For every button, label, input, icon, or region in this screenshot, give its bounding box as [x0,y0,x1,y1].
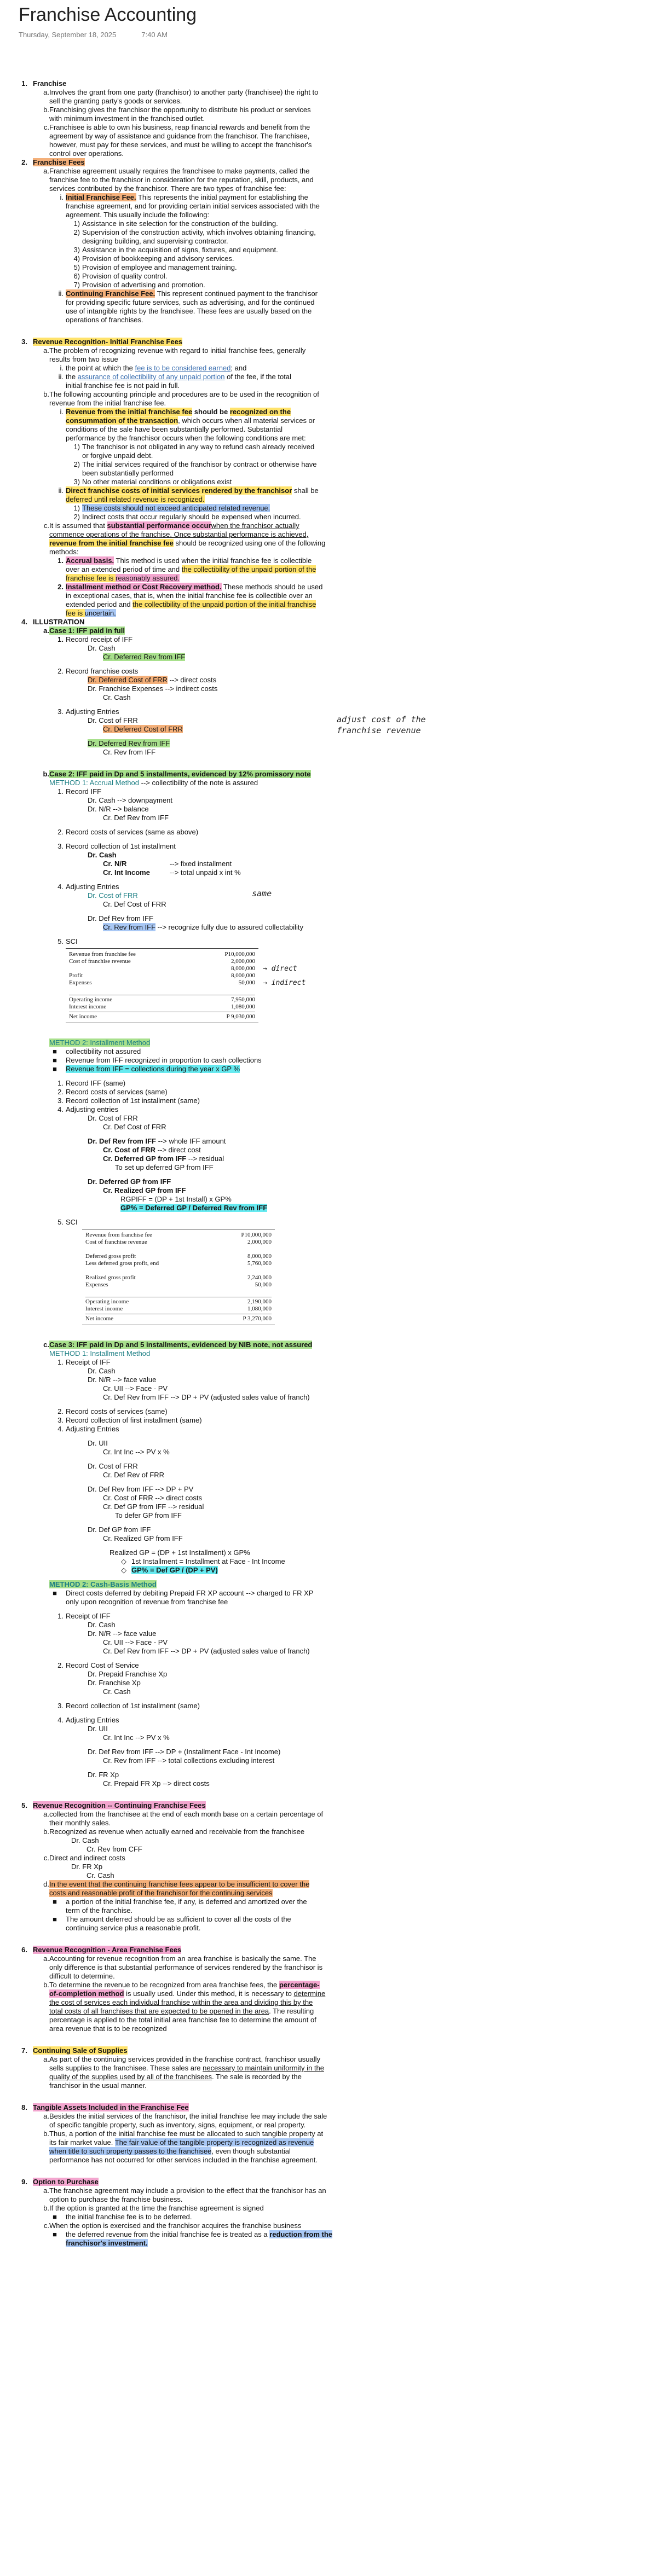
list-item: c. Franchisee is able to own his business, reap financial rewards and benefit from the [43,123,310,131]
list-item-cont: sell the granting party's goods or services. [49,97,182,105]
list-item: 5) Provision of employee and management training. [73,263,237,271]
bullet-item: ■ collectibility not assured [53,1047,141,1055]
journal-debit: Dr. Cash [88,851,117,859]
formula: GP% = Deferred GP / Deferred Rev from IFF [120,1204,268,1212]
journal-credit: Cr. Cost of FRR --> direct costs [103,1494,202,1502]
journal-debit: Dr. N/R --> face value [88,1629,157,1638]
sci-row-label: Net income [85,1315,114,1322]
list-item: 3. Record collection of first installment (same) [57,1416,202,1424]
journal-credit: Cr. Int Income --> total unpaid x int % [103,868,241,877]
list-item: b. Thus, a portion of the initial franchise fee must be allocated to such tangible property at [43,2130,324,2138]
section-4-heading: 4. ILLUSTRATION [21,618,85,626]
journal-memo: To set up deferred GP from IFF [115,1163,214,1171]
list-item: 2. Record franchise costs [57,667,139,675]
list-item: 2. Record Cost of Service [57,1661,139,1669]
handwritten-note: adjust cost of the [337,715,426,724]
list-item: 1. Accrual basis. This method is used when the initial franchise fee is collectible [57,556,312,565]
list-item: 1) The franchisor is not obligated in any way to refund cash already received [73,443,315,451]
sci-row [69,995,255,1003]
sci-row-label: Expenses [85,1281,108,1288]
sci-row [85,1239,272,1246]
list-item: a. Accounting for revenue recognition from an area franchise is basically the same. The [43,1954,316,1963]
sci-row-label: Revenue from franchise fee [69,951,136,958]
list-item: 3. Adjusting Entries [57,707,119,716]
list-item: 1. Receipt of IFF [57,1612,111,1620]
sci-row-value: P 3,270,000 [243,1315,272,1322]
sci-row [69,1012,255,1020]
list-item-cont: sells supplies to the franchisee. These sales are necessary to maintain uniformity in the [49,2064,324,2072]
journal-debit: Dr. FR Xp [71,1863,103,1871]
list-item-cont: the cost of services each individual franchise within the area and dividing this by the [49,1998,313,2006]
sci-row-label [69,987,71,994]
list-item: 3) Assistance in the acquisition of signs, fixtures, and equipment. [73,246,278,254]
sci-row-label: Operating income [69,996,113,1003]
method-heading: METHOD 1: Accrual Method --> collectibility of the note is assured [49,779,258,787]
page-time: 7:40 AM [141,31,168,39]
list-item: 2) Indirect costs that occur regularly should be expensed when incurred. [73,513,301,521]
handwritten-note: same [252,889,272,898]
sci-row-label: Cost of franchise revenue [69,958,131,965]
sci-row-label [85,1246,87,1253]
sci-row-label [85,1267,87,1274]
list-item: b. If the option is granted at the time the franchise agreement is signed [43,2204,264,2212]
bullet-item-cont: only upon recognition of revenue from franchise fee [66,1598,228,1606]
journal-memo: To defer GP from IFF [115,1511,182,1519]
journal-credit: Cr. Int Inc --> PV x % [103,1733,170,1742]
journal-credit: Cr. Cash [103,693,131,701]
bullet-item: ■ The amount deferred should be as sufficient to cover all the costs of the [53,1915,291,1923]
sci-row-label: Net income [69,1013,97,1020]
journal-credit: Cr. Rev from IFF --> total collections excluding interest [103,1756,275,1765]
journal-credit: Cr. Cost of FRR --> direct cost [103,1146,201,1154]
list-item-cont: only difference is that substantial performance of services rendered by the franchisor is [49,1963,323,1971]
sci-row [69,965,255,972]
note-content [21,79,624,2248]
list-item-cont: total costs of all franchises that are expected to be opened in the area. The resulting [49,2007,314,2015]
sci-row-value: 50,000 [255,1281,272,1288]
sci-row-value: 8,000,000 [231,972,255,979]
sci-row-label: Less deferred gross profit, end [85,1260,159,1267]
journal-debit: Dr. Def GP from IFF [88,1525,151,1534]
list-item-cont: use of intangible rights by the franchisee. These fees are usually based on the [66,307,312,315]
list-item-cont: agreement by way of assistance and guidance from the franchisor. The franchisee, [49,132,310,140]
list-item-cont: quality of the supplies used by all of the franchisees. The sale is recorded by the [49,2073,302,2081]
journal-credit: Cr. UII --> Face - PV [103,1638,168,1646]
list-item-cont: fee is uncertain. [66,609,116,617]
list-item-cont: of specific tangible property, such as inventory, signs, equipment, or real property. [49,2121,306,2129]
list-item-cont: initial franchise fee is not paid in full. [66,381,180,390]
list-item-cont: or forgive unpaid debt. [82,451,153,460]
bullet-item: ■ a portion of the initial franchise fee, if any, is deferred and amortized over the [53,1898,307,1906]
list-item-cont: control over operations. [49,149,124,158]
journal-debit: Dr. Cost of FRR [88,1462,138,1470]
list-item-cont: its fair market value. The fair value of the tangible property is recognized as revenue [49,2138,314,2146]
sci-row-label [85,1289,87,1296]
sci-row [85,1306,272,1313]
list-item-cont: designing building, and supervising contractor. [82,237,228,245]
bullet-item: ■ Revenue from IFF = collections during the year x GP % [53,1065,240,1073]
journal-debit: Dr. Prepaid Franchise Xp [88,1670,168,1678]
list-item: 2. Installment method or Cost Recovery method. These methods should be used [57,583,323,591]
list-item-cont: in exceptional cases, that is, when the initial franchise fee is collectible over an [66,591,313,600]
journal-debit: Dr. N/R --> balance [88,805,149,813]
journal-debit: Dr. FR Xp [88,1771,119,1779]
list-item: c. It is assumed that substantial performance occurwhen the franchisor actually [43,521,299,530]
bullet-item-cont: franchisor's investment. [66,2239,148,2247]
list-item-cont: franchise fee to the franchisor in consideration for the reputation, skill, products, and [49,176,314,184]
list-item: 2) Supervision of the construction activity, which involves obtaining financing, [73,228,316,236]
list-item: 4) Provision of bookkeeping and advisory services. [73,254,234,263]
list-item: d. In the event that the continuing franchise fees appear to be insufficient to cover the [43,1880,310,1888]
case-3-heading: c. Case 3: IFF paid in Dp and 5 installments, evidenced by NIB note, not assured [43,1341,313,1349]
sci-statement-2-wrap [33,1229,624,1325]
sci-row [85,1267,272,1274]
journal-debit: Dr. Cash [88,1367,116,1375]
sci-row-label: Interest income [69,1003,107,1010]
sci-row [85,1289,272,1296]
list-item: i. Initial Franchise Fee. This represents the initial payment for establishing the [60,193,308,201]
journal-debit: Dr. Franchise Expenses --> indirect costs [88,684,218,693]
list-item: 5. SCI [57,1218,78,1226]
journal-debit: Dr. Cost of FRR [88,1114,138,1122]
list-item: 1. Record IFF [57,787,102,796]
case-1-heading: a. Case 1: IFF paid in full [43,626,125,635]
list-item: a. collected from the franchisee at the end of each month base on a certain percentage of [43,1810,324,1818]
list-item-cont: franchisor in the usual manner. [49,2081,147,2090]
list-item-cont: option to purchase the franchise business. [49,2195,183,2203]
list-item-cont: consummation of the transaction, which occurs when all material services or [66,416,315,425]
list-item: 2. Record costs of services (same as above) [57,828,199,836]
sci-row-label: Cost of franchise revenue [85,1239,147,1245]
sci-row-value: P10,000,000 [224,951,255,958]
journal-debit: Dr. UII [88,1439,108,1447]
formula: RGPIFF = (DP + 1st Install) x GP% [120,1195,232,1203]
sci-row [69,987,255,994]
bullet-item: ◇ GP% = Def GP / (DP + PV) [121,1566,218,1574]
list-item-cont: over an extended period of time and the collectibility of the unpaid portion of the [66,565,316,573]
list-item-cont: operations of franchises. [66,316,143,324]
list-item: b. Franchising gives the franchisor the opportunity to distribute his product or services [43,106,311,114]
list-item: 1. Receipt of IFF [57,1358,111,1366]
sci-row [85,1281,272,1289]
sci-row-label: Profit [69,972,83,979]
journal-credit: Cr. Def GP from IFF --> residual [103,1502,204,1511]
section-5-heading: 5. Revenue Recognition -- Continuing Franchise Fees [21,1801,206,1809]
journal-credit: Cr. Def Rev of FRR [103,1471,164,1479]
list-item-cont: however, must pay for these services, and must be willing to accept the franchisor's [49,141,312,149]
list-item-cont: agreement. This usually include the following: [66,211,210,219]
bullet-item-cont: continuing service plus a reasonable profit. [66,1924,201,1932]
journal-credit: Cr. Def Cost of FRR [103,1123,166,1131]
handwritten-note: franchise revenue [337,726,421,735]
journal-debit: Dr. Def Rev from IFF --> whole IFF amount [88,1137,226,1145]
sci-row-value: 8,000,000 [231,965,255,972]
journal-debit: Dr. Deferred Rev from IFF [88,739,170,747]
formula: Realized GP = (DP + 1st Installment) x GP% [110,1548,250,1557]
list-item-cont: performance has not occurred for other services included in the franchise agreement. [49,2156,318,2164]
bullet-item: ■ the initial franchise fee is to be deferred. [53,2213,192,2221]
sci-row [69,972,255,979]
list-item: b. To determine the revenue to be recognized from area franchise fees, the percentage- [43,1981,320,1989]
list-item: ii. Direct franchise costs of initial services rendered by the franchisor shall be [58,486,319,495]
journal-debit: Dr. Cost of FRR adjust cost of the [88,715,426,724]
bullet-item-cont: term of the franchise. [66,1906,133,1914]
section-6-heading: 6. Revenue Recognition - Area Franchise Fees [21,1946,182,1954]
sci-row-label: Deferred gross profit [85,1253,136,1260]
journal-debit: Dr. Deferred GP from IFF [88,1177,171,1186]
sci-row-label: Realized gross profit [85,1274,136,1281]
list-item: 3. Record collection of 1st installment [57,842,176,850]
section-3-heading: 3. Revenue Recognition- Initial Franchise Fees [21,338,183,346]
list-item-cont: conditions of the sale have been substantially performed. Substantial [66,425,283,433]
list-item-cont: their monthly sales. [49,1819,111,1827]
bullet-item: ■ the deferred revenue from the initial franchise fee is treated as a reduction from the [53,2230,332,2238]
list-item: 3) No other material conditions or obligations exist [73,478,232,486]
journal-credit: Cr. Def Rev from IFF [103,814,169,822]
journal-debit: Dr. Cash --> downpayment [88,796,172,804]
sci-row [85,1314,272,1322]
journal-credit: Cr. Int Inc --> PV x % [103,1448,170,1456]
sci-row-label: Operating income [85,1298,129,1305]
section-2-heading: 2. Franchise Fees [21,158,85,166]
journal-credit: Cr. N/R --> fixed installment [103,860,232,868]
list-item-cont: franchise agreement, and for providing certain initial services associated with the [66,202,320,210]
list-item: 3. Record collection of 1st installment (same) [57,1096,200,1105]
list-item-cont: services contributed by the franchisor. There are two types of franchise fee: [49,184,286,193]
sci-statement-1-wrap [33,948,624,1023]
sci-row-value: 50,000 [238,979,255,986]
list-item: a. Involves the grant from one party (franchisor) to another party (franchisee) the right to [43,88,319,96]
sci-row-label: Interest income [85,1306,123,1312]
journal-debit: Dr. Def Rev from IFF --> DP + PV [88,1485,194,1493]
journal-credit: Cr. Def Rev from IFF --> DP + PV (adjusted sales value of franch) [103,1393,310,1401]
page-title: Franchise Accounting [19,4,197,25]
list-item: 6) Provision of quality control. [73,272,168,280]
list-item: i. the point at which the fee is to be considered earned; and [60,364,247,372]
list-item: 4. Adjusting Entries [57,883,119,891]
method-heading: METHOD 1: Installment Method [49,1349,151,1357]
journal-credit: Cr. Realized GP from IFF [103,1186,186,1194]
sci-row-value: 7,950,000 [231,996,255,1003]
journal-debit: Dr. N/R --> face value [88,1376,157,1384]
sci-row [69,958,255,965]
list-item-cont: revenue from the initial franchise fee should be recognized using one of the following [49,539,326,547]
sci-row-value: 8,000,000 [247,1253,272,1260]
sci-row [69,951,255,958]
journal-debit: Dr. Cash [88,644,116,652]
list-item: a. As part of the continuing services provided in the franchise contract, franchisor usually [43,2055,320,2063]
list-item: c. When the option is exercised and the franchisor acquires the franchise business [43,2221,302,2230]
journal-credit: Cr. Cash [103,1687,131,1696]
list-item: 1. Record IFF (same) [57,1079,126,1087]
journal-debit: Dr. Franchise Xp [88,1679,141,1687]
journal-credit: Cr. Def Rev from IFF --> DP + PV (adjusted sales value of franch) [103,1647,310,1655]
method-heading: METHOD 2: Installment Method [49,1038,151,1047]
journal-credit: Cr. Rev from IFF [103,748,156,756]
sci-row-value: 2,000,000 [247,1239,272,1245]
journal-debit: Dr. Def Rev from IFF [88,914,153,923]
list-item-cont: area revenue that is to be recognized [49,2024,167,2033]
journal-debit: Dr. Cost of FRR same [88,889,272,900]
case-2-heading: b. Case 2: IFF paid in Dp and 5 installments, evidenced by 12% promissory note [43,770,311,778]
section-8-heading: 8. Tangible Assets Included in the Franchise Fee [21,2103,189,2111]
list-item: c. Direct and indirect costs [43,1854,125,1862]
journal-credit: Cr. Realized GP from IFF [103,1534,183,1542]
sci-row-label: Expenses [69,979,92,986]
sci-row-label: Revenue from franchise fee [85,1232,152,1238]
bullet-item: ◇ 1st Installment = Installment at Face - Int Income [121,1557,285,1565]
list-item-cont: with minimum investment in the franchised outlet. [49,114,205,123]
list-item-cont: franchise fee is reasonably assured. [66,574,180,582]
list-item: 1) Assistance in site selection for the construction of the building. [73,219,278,228]
sci-row [85,1260,272,1267]
list-item: b. Recognized as revenue when actually earned and receivable from the franchisee [43,1827,305,1836]
journal-debit: Dr. Cash [88,1621,116,1629]
journal-credit: Cr. Deferred Rev from IFF [103,653,186,661]
sci-row-value: 2,190,000 [247,1298,272,1305]
sci-row-value: P 9,030,000 [226,1013,255,1020]
list-item: 1. Record receipt of IFF [57,635,133,643]
page-date: Thursday, September 18, 2025 [19,31,117,39]
page-meta [19,31,168,39]
list-item-cont: been substantially performed [82,469,174,477]
journal-credit: Cr. Deferred Cost of FRR franchise revenue [103,725,421,735]
journal-credit: Cr. Deferred GP from IFF --> residual [103,1154,224,1163]
list-item-cont: results from two issue [49,355,118,363]
list-item: 5. SCI [57,937,78,945]
journal-debit: Dr. Deferred Cost of FRR --> direct costs [88,676,217,684]
list-item: 3. Record collection of 1st installment (same) [57,1702,200,1710]
sci-row [85,1246,272,1253]
list-item: a. The problem of recognizing revenue with regard to initial franchise fees, generally [43,346,306,355]
section-9-heading: 9. Option to Purchase [21,2178,99,2186]
list-item: 2. Record costs of services (same) [57,1407,168,1415]
list-item: 4. Adjusting Entries [57,1716,119,1724]
journal-debit: Dr. Cash [71,1836,99,1844]
list-item-cont: when title to such property passes to the franchisee, even though substantial [49,2147,291,2155]
section-7-heading: 7. Continuing Sale of Supplies [21,2046,128,2055]
journal-debit: Dr. UII [88,1725,108,1733]
sci-row [69,979,255,987]
handwritten-note: → direct [263,965,297,973]
sci-row-value: 5,760,000 [247,1260,272,1267]
journal-credit: Cr. UII --> Face - PV [103,1384,168,1393]
sci-row [85,1232,272,1239]
list-item: 7) Provision of advertising and promotion. [73,281,205,289]
sci-statement-2 [82,1229,275,1325]
list-item: 2) The initial services required of the franchisor by contract or otherwise have [73,460,317,468]
list-item-cont: commence operations of the franchise. Once substantial performance is achieved, [49,530,309,538]
bullet-item: ■ Direct costs deferred by debiting Prepaid FR XP account --> charged to FR XP [53,1589,314,1597]
list-item: b. The following accounting principle and procedures are to be used in the recognition of [43,390,319,398]
list-item-cont: performance by the franchisor occurs when the following conditions are met: [66,434,306,442]
sci-row-label [69,965,71,972]
journal-credit: Cr. Rev from CFF [87,1845,142,1853]
list-item: 4. Adjusting Entries [57,1425,119,1433]
list-item: 1) These costs should not exceed anticipated related revenue. [73,504,270,512]
list-item-cont: for providing specific future services, such as advertising, and for the continued [66,298,315,306]
journal-credit: Cr. Rev from IFF --> recognize fully due to assured collectability [103,923,303,931]
list-item-cont: difficult to determine. [49,1972,115,1980]
method-heading: METHOD 2: Cash-Basis Method [49,1580,157,1588]
sci-row-value: 1,080,000 [231,1003,255,1010]
sci-row-value: 2,240,000 [247,1274,272,1281]
sci-statement-1 [66,948,258,1023]
list-item: a. The franchise agreement may include a provision to the effect that the franchisor has an [43,2186,326,2195]
bullet-item: ■ Revenue from IFF recognized in proportion to cash collections [53,1056,262,1064]
list-item: 4. Adjusting entries [57,1105,119,1113]
sci-row-value: P10,000,000 [241,1232,272,1238]
list-item: ii. the assurance of collectibility of any unpaid portion of the fee, if the total [58,373,291,381]
journal-credit: Cr. Cash [87,1871,114,1879]
list-item: i. Revenue from the initial franchise fee should be recognized on the [60,408,291,416]
sci-row [69,1003,255,1011]
section-1-heading: 1. Franchise [21,79,67,88]
journal-credit: Cr. Def Cost of FRR [103,900,166,908]
sci-row [85,1253,272,1260]
journal-debit: Dr. Def Rev from IFF --> DP + (Installment Face - Int Income) [88,1748,281,1756]
list-item: 2. Record costs of services (same) [57,1088,168,1096]
journal-credit: Cr. Prepaid FR Xp --> direct costs [103,1779,210,1788]
list-item-cont: extended period and the collectibility of the unpaid portion of the initial franchise [66,600,316,608]
handwritten-note: → indirect [263,979,306,987]
list-item: a. Besides the initial services of the franchisor, the initial franchise fee may include the sale [43,2112,327,2120]
list-item-cont: methods: [49,548,79,556]
sci-row [85,1297,272,1306]
list-item-cont: costs and reasonable profit of the franchisor for the continuing services [49,1889,273,1897]
sci-row-value: 1,080,000 [247,1306,272,1312]
list-item: a. Franchise agreement usually requires the franchisee to make payments, called the [43,167,310,175]
sci-row-value: 2,000,000 [231,958,255,965]
list-item-cont: of-completion method is usually used. Under this method, it is necessary to determine [49,1989,326,1998]
list-item-cont: percentage is applied to the total initial area franchise fee to determine the amount of [49,2016,316,2024]
list-item-cont: deferred until related revenue is recognized. [66,495,205,503]
list-item-cont: revenue from the initial franchise fee. [49,399,166,407]
sci-row [85,1274,272,1281]
list-item: ii. Continuing Franchise Fee. This represent continued payment to the franchisor [58,289,318,298]
